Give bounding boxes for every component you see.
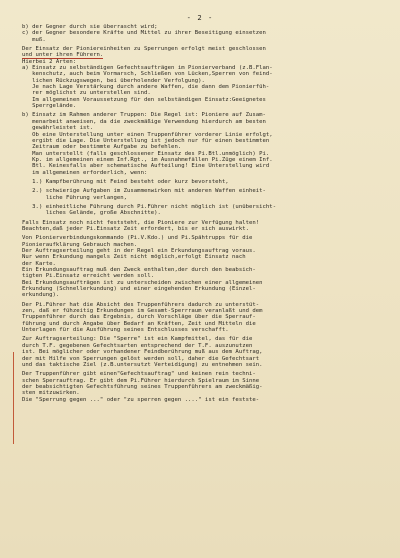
text-line: Bei Erkundungsaufträgen ist zu unterscheiden zwischen einer allgemeinen	[22, 279, 263, 286]
text-line: Nur wenn Erkundung mangels Zeit nicht möglich,erfolgt Einsatz nach	[22, 254, 246, 261]
text-line: Man unterstellt (falls geschlossener Einsatz des Pi.Btl.unmöglich) Pi.	[22, 150, 270, 157]
text-line: Von Pionierverbindungskommando (Pi.V.Kdo.) und Pi.Spähtrupps für die	[22, 235, 253, 242]
text-line: lichen Rückzugswegen, bei überholender Verfolgung).	[22, 77, 205, 84]
text-line: menarbeit anweisen, da die zweckmäßige Verwendung hierdurch am besten	[22, 118, 266, 125]
text-line: Unterlagen für die Ausführung seines Entschlusses verschafft.	[22, 327, 229, 334]
text-line: 2.) schwierige Aufgaben im Zusammenwirken mit anderen Waffen einheit-	[22, 188, 266, 195]
text-line: Die "Sperrung gegen ..." oder "zu sperren gegen ...." ist ein festste-	[22, 396, 260, 403]
text-line: b) Einsatz im Rahmen anderer Truppen: Die Regel ist: Pioniere auf Zusam-	[22, 112, 266, 119]
text-line: Erkundung (Schnellerkundung) und einer eingehenden Erkundung (Einzel-	[22, 286, 256, 293]
text-line: der mit Hilfe von Sperrungen gelöst werden soll, daher die Gefechtsart	[22, 355, 260, 362]
text-line: ergibt die Lage. Die Unterstellung ist jedoch nur für einen bestimmten	[22, 137, 270, 144]
text-line: 1.) Kampfberührung mit Feind besteht oder kurz bevorsteht,	[22, 178, 229, 185]
text-line: c) der Gegner besondere Kräfte und Mittel zu ihrer Beseitigung einsetzen	[22, 30, 266, 37]
text-line: Beachten,daß jeder Pi.Einsatz Zeit erfordert, bis er sich auswirkt.	[22, 225, 249, 232]
text-line: Btl. Keinesfalls aber schematische Aufteilung! Eine Unterstellung wird	[22, 163, 270, 170]
text-line: der Karte.	[22, 260, 56, 267]
text-line: im allgemeinen erforderlich, wenn:	[22, 169, 148, 176]
text-line: a) Einsatz zu selbständigen Gefechtsaufträgen im Pionierverband (z.B.Flan-	[22, 65, 273, 72]
text-line: Truppenführer durch das Ergebnis, durch Vorschläge über die Sperrauf-	[22, 314, 256, 321]
text-line: Hierbei 2 Arten:	[22, 58, 77, 65]
text-line: erkundung).	[22, 292, 60, 299]
text-line: liches Gelände, große Abschnitte).	[22, 210, 161, 217]
text-line: und unter ihren Führern.	[22, 52, 104, 59]
text-line: muß.	[22, 36, 46, 43]
text-line: tigten Pi.Einsatz erreicht werden soll.	[22, 273, 155, 280]
text-line: Der Einsatz der Pioniereinheiten zu Sperrungen erfolgt meist geschlossen	[22, 46, 266, 53]
text-line: Ob eine Unterstellung unter einen Truppenführer vorderer Linie erfolgt,	[22, 131, 273, 138]
text-line: sten mitzuwirken.	[22, 390, 80, 397]
text-line: zen, daß er fühzeitig Erkundungen im Gesamt-Sperrraum veranlaßt und dem	[22, 308, 263, 315]
page-number: - 2 -	[186, 13, 214, 22]
margin-bracket	[13, 352, 14, 444]
text-line: ist. Bei möglicher oder vorhandener Feindberührung muß aus dem Auftrag,	[22, 349, 263, 356]
text-line: Falls Einsatz noch nicht feststeht, die Pioniere zur Verfügung halten!	[22, 219, 260, 226]
text-line: Der Auftragserteilung geht in der Regel ein Erkundungsauftrag voraus.	[22, 248, 256, 254]
text-line: und das taktische Ziel (z.B.untersutzt Verteidigung) zu entnehmen sein.	[22, 361, 263, 368]
text-line: Der Pi.Führer hat die Absicht des Truppenführers dadurch zu unterstüt-	[22, 301, 260, 308]
text-line: Im allgemeinen Voraussetzung für den selbständigen Einsatz:Geeignetes	[22, 96, 266, 103]
text-line: Ein Erkundungsauftrag muß den Zweck enthalten,der durch den beabsich-	[22, 267, 256, 274]
text-line: der beabsichtigten Gefechtsführung seines Truppenführers am zweckmäßig-	[22, 383, 263, 390]
text-line: schen Sperrauftrag. Er gibt dem Pi.Führer hierdurch Spielraum im Sinne	[22, 377, 260, 384]
document-body	[22, 24, 378, 403]
text-line: kenschutz, auch beim Vormarsch, Schließen von Lücken,Sperren von feind-	[22, 71, 273, 78]
text-line: führung und durch Angabe über Bedarf an Kräften, Zeit und Mitteln die	[22, 320, 256, 327]
text-line: rer möglichst zu unterstellen sind.	[22, 90, 151, 97]
text-line: 3.) einheitliche Führung durch Pi.Führer nicht möglich ist (unübersicht-	[22, 203, 277, 210]
text-line: b) der Gegner durch sie überrascht wird;	[22, 24, 158, 30]
text-line: gewährleistet ist.	[22, 125, 94, 132]
text-line: liche Führung verlangen,	[22, 194, 128, 201]
text-line: Je nach Lage Verstärkung durch andere Waffen, die dann dem Pionierfüh-	[22, 84, 270, 91]
text-line: Der Truppenführer gibt einen"Gefechtsauftrag" und keinen rein techni-	[22, 371, 256, 378]
text-line: Sperrgelände.	[22, 103, 77, 110]
text-line: Zeitraum oder bestimmte Aufgabe zu befehlen.	[22, 144, 182, 151]
text-line: Zur Auftragserteilung: Die "Sperre" ist ein Kampfmittel, das für die	[22, 336, 253, 343]
text-line: durch T.F. gegebenen Gefechtsarten entsprechend der T.F. auszunutzen	[22, 342, 253, 349]
text-line: Pionieraufklärung Gebrauch machen.	[22, 241, 138, 248]
text-line: Kp. im allgemeinen einem Inf.Rgt., im Ausnahmefällen Pi.Züge einem Inf.	[22, 156, 273, 163]
